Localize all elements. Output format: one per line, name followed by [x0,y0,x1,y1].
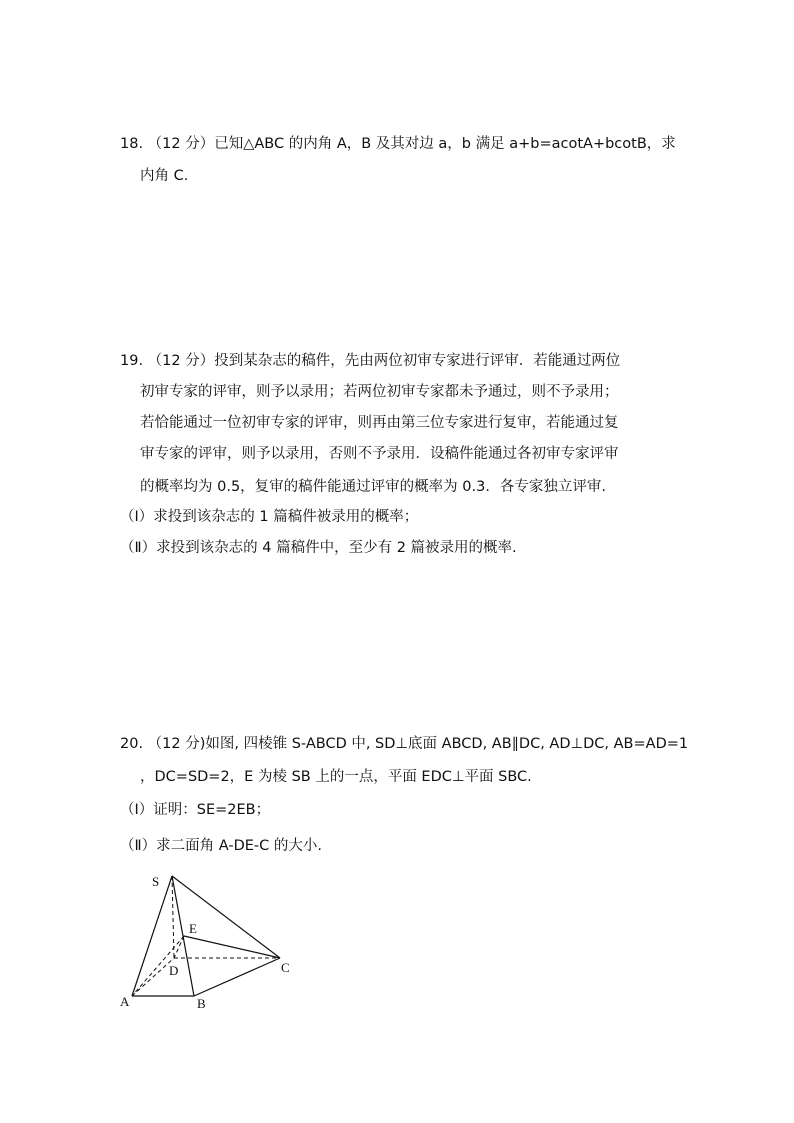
q19-line5: 的概率均为 0.5，复审的稿件能通过评审的概率为 0.3．各专家独立评审. [140,479,606,495]
edge-SB [172,876,194,996]
q20-part2: （Ⅱ）求二面角 A-DE-C 的大小. [120,838,322,854]
q18-line2: 内角 C. [140,168,189,184]
q19-line3: 若恰能通过一位初审专家的评审，则再由第三位专家进行复审，若能通过复 [140,415,619,431]
label-A: A [120,994,130,1009]
q19-part2: （Ⅱ）求投到该杂志的 4 篇稿件中，至少有 2 篇被录用的概率. [120,540,517,556]
label-C: C [281,960,290,975]
label-D: D [169,963,179,978]
q18-line1: 18. （12 分）已知△ABC 的内角 A，B 及其对边 a，b 满足 a+b=acotA+bcotB，求 [120,136,676,152]
edge-ED-hidden [174,936,184,958]
q19-line1: 19. （12 分）投到某杂志的稿件，先由两位初审专家进行评审．若能通过两位 [120,353,621,369]
label-E: E [189,921,197,936]
label-B: B [197,996,206,1011]
q20-line2: ，DC=SD=2，E 为棱 SB 上的一点，平面 EDC⊥平面 SBC. [140,769,532,785]
q20-line1: 20. （12 分)如图, 四棱锥 S-ABCD 中, SD⊥底面 ABCD, AB∥DC, AD⊥DC, AB=AD=1 [120,736,689,752]
q19-line2: 初审专家的评审，则予以录用；若两位初审专家都未予通过，则不予录用； [140,384,619,400]
q19-part1: （Ⅰ）求投到该杂志的 1 篇稿件被录用的概率； [120,509,419,525]
q19-line4: 审专家的评审，则予以录用，否则不予录用．设稿件能通过各初审专家评审 [140,446,619,462]
edge-BC [194,958,280,996]
q20-part1: （Ⅰ）证明：SE=2EB； [120,802,271,818]
edge-SA [132,876,172,996]
pyramid-figure [112,866,312,1016]
label-S: S [152,874,160,889]
